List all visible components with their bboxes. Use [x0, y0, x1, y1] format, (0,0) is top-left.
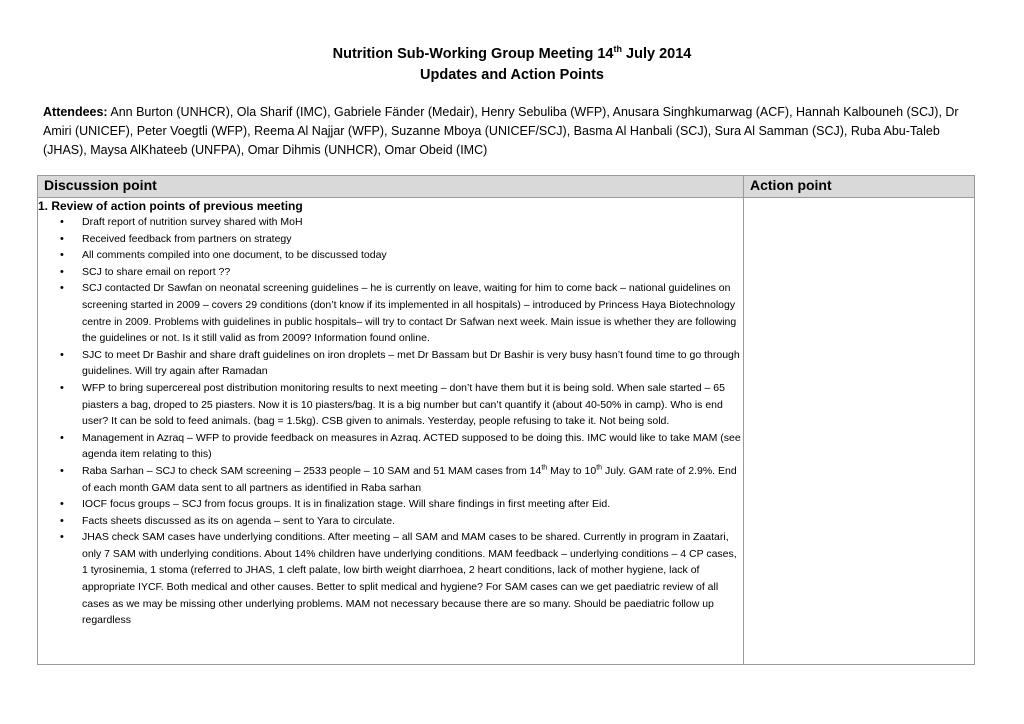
discussion-cell	[38, 198, 744, 665]
attendees-paragraph	[43, 103, 983, 160]
raba-text-1: Raba Sarhan – SCJ to check SAM screening – 2533 people – 10 SAM and 51 MAM cases from 14	[82, 464, 542, 477]
action-point-header: Action point	[744, 176, 975, 198]
raba-text-3: July. GAM rate of 2.9%. End of each month GAM data sent to all partners as identified in Raba sarhan	[82, 464, 737, 494]
list-item: • IOCF focus groups – SCJ from focus groups. It is in finalization stage. Will share findings in first meeting after Eid.	[82, 496, 743, 513]
discussion-point-header: Discussion point	[38, 176, 744, 198]
title-line-1	[0, 44, 1024, 65]
table-header-row	[38, 176, 975, 198]
title-date: July 2014	[622, 46, 692, 62]
list-item: • SCJ contacted Dr Sawfan on neonatal screening guidelines – he is currently on leave, waiting for him to come back – national guidelines on screening started in 2009 – covers 29 conditions (don’t know if its implemented in all hospitals) – introduced by Princess Haya Biotechnology centre in 2009. Problems with guidelines in public hospitals– will try to contact Dr Safwan next week. Main issue is whether they are following the guidelines or not. Is it still valid as from 2009? Information found online.	[82, 280, 743, 346]
list-item: • All comments compiled into one document, to be discussed today	[82, 247, 743, 264]
discussion-list	[38, 214, 743, 629]
document-title	[0, 44, 1024, 86]
title-superscript: th	[613, 44, 623, 55]
attendees-label: Attendees:	[43, 105, 108, 119]
title-line-2: Updates and Action Points	[420, 67, 604, 83]
list-item: • Draft report of nutrition survey shared with MoH	[82, 214, 743, 231]
table-row	[38, 198, 975, 665]
list-item: • Management in Azraq – WFP to provide feedback on measures in Azraq. ACTED supposed to be doing this. IMC would like to take MAM (see agenda item relating to this)	[82, 430, 743, 463]
list-item: • SCJ to share email on report ??	[82, 264, 743, 281]
minutes-table	[37, 175, 975, 665]
attendees-list: Ann Burton (UNHCR), Ola Sharif (IMC), Gabriele Fänder (Medair), Henry Sebuliba (WFP), Anusara Singhkumarwag (ACF), Hannah Kalbouneh (SCJ), Dr Amiri (UNICEF), Peter Voegtli (WFP), Reema Al Najjar (WFP), Suzanne Mboya (UNICEF/SCJ), Basma Al Hanbali (SCJ), Sura Al Samman (SCJ), Ruba Abu-Taleb (JHAS), Maysa AlKhateeb (UNFPA), Omar Dihmis (UNHCR), Omar Obeid (IMC)	[43, 105, 959, 157]
raba-text-2: May to 10	[547, 464, 597, 477]
list-item: • JHAS check SAM cases have underlying conditions. After meeting – all SAM and MAM cases to be shared. Currently in program in Zaatari, only 7 SAM with underlying conditions. About 14% children have underlying conditions. MAM feedback – underlying conditions – 4 CP cases, 1 tyrosinemia, 1 stoma (referred to JHAS, 1 cleft palate, low birth weight diarrhoea, 2 heart conditions, lack of mother hygiene, lack of appropriate IYCF. Both medical and other causes. Better to split medical and hygiene? For SAM cases can we get paediatric review of all cases as we may be missing other underlying problems. MAM not necessary because there are so many. Should be paediatric follow up regardless	[82, 529, 743, 629]
list-item	[82, 463, 743, 496]
list-item: • Facts sheets discussed as its on agenda – sent to Yara to circulate.	[82, 513, 743, 530]
section-title: 1. Review of action points of previous meeting	[38, 199, 303, 213]
list-item: • Received feedback from partners on strategy	[82, 231, 743, 248]
title-text: Nutrition Sub-Working Group Meeting 14	[332, 46, 614, 62]
list-item: • SJC to meet Dr Bashir and share draft guidelines on iron droplets – met Dr Bassam but Dr Bashir is very busy hasn’t found time to go through guidelines. Will try again after Ramadan	[82, 347, 743, 380]
raba-superscript-1: th	[541, 464, 548, 472]
raba-superscript-2: th	[596, 464, 603, 472]
action-cell	[744, 198, 975, 665]
list-item: • WFP to bring supercereal post distribution monitoring results to next meeting – don’t have them but it is being sold. When sale started – 65 piasters a bag, droped to 25 piasters. Now it is 10 piasters/bag. It is a big number but can’t quantify it (about 40-50% in camp). Who is end user? It can be sold to feed animals. (bag = 1.5kg). CSB given to animals. Yesterday, people refusing to take it. Not being sold.	[82, 380, 743, 430]
